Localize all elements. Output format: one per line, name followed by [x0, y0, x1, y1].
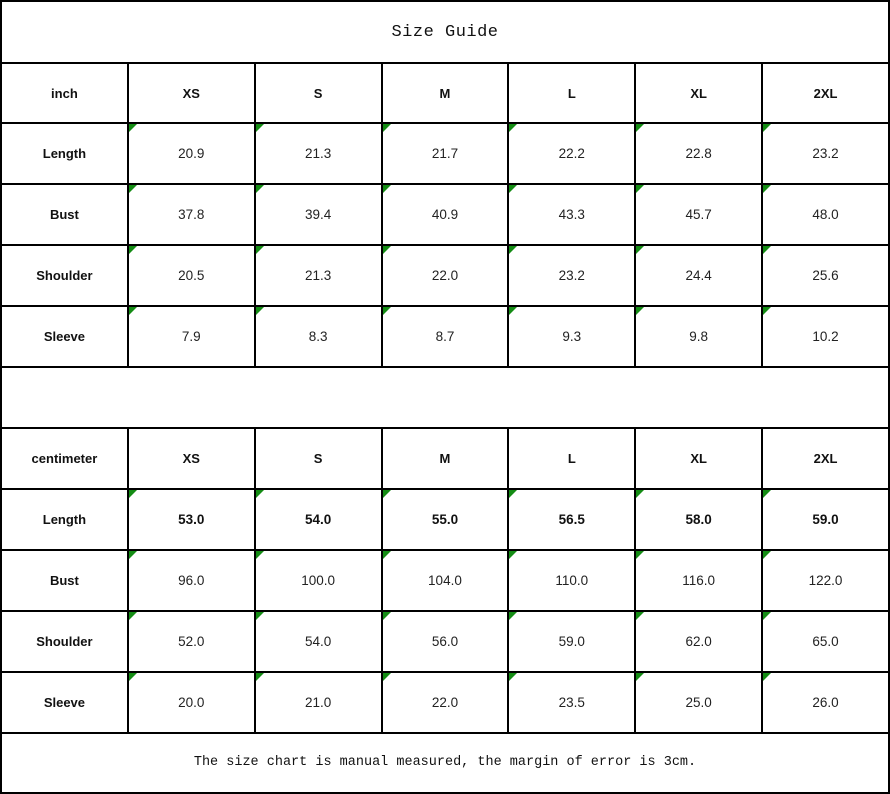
size-value: 62.0	[685, 633, 712, 649]
size-value: 37.8	[178, 207, 205, 223]
size-header-xl: XL	[635, 63, 762, 123]
comment-marker-icon	[383, 246, 391, 254]
size-value: 55.0	[431, 511, 459, 527]
comment-marker-icon	[509, 124, 517, 132]
inch-length-row	[1, 123, 889, 184]
unit-label-inch: inch	[1, 63, 128, 123]
size-value: 23.2	[558, 268, 585, 284]
size-value: 110.0	[555, 572, 589, 588]
comment-marker-icon	[763, 185, 771, 193]
page-title: Size Guide	[1, 1, 889, 63]
size-value-cell	[762, 306, 889, 367]
size-value: 23.5	[558, 694, 585, 710]
size-value: 22.0	[431, 268, 459, 284]
size-value-cell	[635, 489, 762, 550]
comment-marker-icon	[129, 612, 137, 620]
size-value-cell	[508, 245, 635, 306]
comment-marker-icon	[509, 551, 517, 559]
comment-marker-icon	[636, 246, 644, 254]
size-value-cell	[762, 611, 889, 672]
size-value-cell	[382, 611, 509, 672]
size-value: 45.7	[685, 207, 712, 223]
size-value: 20.0	[178, 694, 205, 710]
comment-marker-icon	[636, 673, 644, 681]
size-header-l: L	[508, 63, 635, 123]
cm-header-row	[1, 428, 889, 488]
size-value: 9.8	[689, 329, 709, 345]
size-value-cell	[635, 550, 762, 611]
inch-sleeve-row	[1, 306, 889, 367]
cm-sleeve-row	[1, 672, 889, 733]
size-value: 7.9	[181, 329, 201, 345]
comment-marker-icon	[636, 612, 644, 620]
size-value: 54.0	[304, 511, 332, 527]
size-value-cell	[255, 123, 382, 184]
size-value: 10.2	[812, 329, 839, 345]
size-value: 56.0	[431, 633, 459, 649]
size-value-cell	[635, 184, 762, 245]
size-value-cell	[635, 123, 762, 184]
comment-marker-icon	[129, 673, 137, 681]
size-value: 59.0	[558, 633, 585, 649]
cm-bust-row	[1, 550, 889, 611]
size-value: 54.0	[304, 633, 332, 649]
comment-marker-icon	[509, 612, 517, 620]
size-value-cell	[128, 611, 255, 672]
size-value: 21.0	[304, 694, 332, 710]
size-header-2xl: 2XL	[762, 428, 889, 488]
size-value: 25.6	[812, 268, 839, 284]
section-spacer-row	[1, 367, 889, 428]
inch-bust-row	[1, 184, 889, 245]
size-value-cell	[128, 184, 255, 245]
size-value: 8.3	[308, 329, 328, 345]
size-value: 21.7	[431, 146, 459, 162]
row-label-bust: Bust	[1, 550, 128, 611]
size-value: 22.2	[558, 146, 585, 162]
spacer-cell	[1, 367, 889, 428]
comment-marker-icon	[129, 551, 137, 559]
comment-marker-icon	[129, 124, 137, 132]
row-label-shoulder: Shoulder	[1, 245, 128, 306]
size-value-cell	[635, 245, 762, 306]
size-value-cell	[128, 489, 255, 550]
size-value-cell	[762, 672, 889, 733]
cm-length-row	[1, 489, 889, 550]
size-value: 58.0	[685, 511, 712, 527]
size-header-s: S	[255, 428, 382, 488]
size-value-cell	[128, 245, 255, 306]
size-value: 26.0	[812, 694, 839, 710]
comment-marker-icon	[636, 185, 644, 193]
size-value-cell	[762, 123, 889, 184]
comment-marker-icon	[256, 246, 264, 254]
comment-marker-icon	[383, 185, 391, 193]
comment-marker-icon	[383, 612, 391, 620]
size-value: 43.3	[558, 207, 585, 223]
size-value: 48.0	[812, 207, 839, 223]
comment-marker-icon	[763, 490, 771, 498]
comment-marker-icon	[129, 490, 137, 498]
comment-marker-icon	[636, 124, 644, 132]
size-value-cell	[382, 550, 509, 611]
size-value-cell	[508, 184, 635, 245]
measurement-disclaimer: The size chart is manual measured, the margin of error is 3cm.	[1, 733, 889, 793]
size-value: 24.4	[685, 268, 712, 284]
size-value: 96.0	[178, 572, 205, 588]
size-value: 104.0	[428, 572, 462, 588]
size-value-cell	[255, 489, 382, 550]
size-value-cell	[255, 245, 382, 306]
unit-label-centimeter: centimeter	[1, 428, 128, 488]
size-value: 21.3	[304, 268, 332, 284]
comment-marker-icon	[256, 490, 264, 498]
comment-marker-icon	[256, 124, 264, 132]
size-value-cell	[635, 611, 762, 672]
comment-marker-icon	[256, 551, 264, 559]
size-value: 21.3	[304, 146, 332, 162]
size-value-cell	[762, 550, 889, 611]
size-value-cell	[508, 123, 635, 184]
comment-marker-icon	[763, 307, 771, 315]
size-header-2xl: 2XL	[762, 63, 889, 123]
size-value: 9.3	[562, 329, 582, 345]
comment-marker-icon	[383, 673, 391, 681]
comment-marker-icon	[383, 490, 391, 498]
size-header-s: S	[255, 63, 382, 123]
comment-marker-icon	[763, 551, 771, 559]
row-label-length: Length	[1, 123, 128, 184]
comment-marker-icon	[763, 673, 771, 681]
size-value-cell	[508, 306, 635, 367]
comment-marker-icon	[256, 185, 264, 193]
comment-marker-icon	[129, 307, 137, 315]
size-value-cell	[382, 245, 509, 306]
size-value: 100.0	[301, 572, 335, 588]
comment-marker-icon	[383, 307, 391, 315]
size-value: 59.0	[812, 511, 839, 527]
inch-header-row	[1, 63, 889, 123]
comment-marker-icon	[763, 246, 771, 254]
size-value-cell	[255, 306, 382, 367]
comment-marker-icon	[256, 307, 264, 315]
size-value-cell	[635, 306, 762, 367]
row-label-shoulder: Shoulder	[1, 611, 128, 672]
size-value-cell	[255, 672, 382, 733]
size-value-cell	[508, 550, 635, 611]
row-label-sleeve: Sleeve	[1, 672, 128, 733]
size-value: 122.0	[808, 572, 843, 588]
comment-marker-icon	[509, 490, 517, 498]
size-header-m: M	[382, 63, 509, 123]
size-value-cell	[382, 489, 509, 550]
comment-marker-icon	[256, 612, 264, 620]
comment-marker-icon	[636, 307, 644, 315]
size-value: 8.7	[435, 329, 455, 345]
size-value: 39.4	[304, 207, 332, 223]
size-value: 65.0	[812, 633, 839, 649]
size-value-cell	[255, 184, 382, 245]
size-value: 52.0	[178, 633, 205, 649]
size-value-cell	[508, 489, 635, 550]
size-value: 40.9	[431, 207, 459, 223]
comment-marker-icon	[383, 551, 391, 559]
comment-marker-icon	[129, 185, 137, 193]
size-header-m: M	[382, 428, 509, 488]
size-value-cell	[382, 184, 509, 245]
size-value-cell	[382, 672, 509, 733]
size-header-xs: XS	[128, 428, 255, 488]
cm-shoulder-row	[1, 611, 889, 672]
size-value: 22.0	[431, 694, 459, 710]
size-value-cell	[382, 123, 509, 184]
size-value-cell	[255, 550, 382, 611]
size-value: 56.5	[558, 511, 585, 527]
size-value-cell	[128, 306, 255, 367]
size-value: 22.8	[685, 146, 712, 162]
comment-marker-icon	[256, 673, 264, 681]
size-value: 116.0	[682, 572, 716, 588]
size-header-l: L	[508, 428, 635, 488]
size-value: 20.5	[178, 268, 205, 284]
size-value: 25.0	[685, 694, 712, 710]
size-header-xs: XS	[128, 63, 255, 123]
size-value-cell	[762, 245, 889, 306]
comment-marker-icon	[636, 490, 644, 498]
inch-shoulder-row	[1, 245, 889, 306]
comment-marker-icon	[383, 124, 391, 132]
size-value-cell	[128, 672, 255, 733]
comment-marker-icon	[509, 673, 517, 681]
size-header-xl: XL	[635, 428, 762, 488]
comment-marker-icon	[509, 307, 517, 315]
size-value-cell	[255, 611, 382, 672]
comment-marker-icon	[129, 246, 137, 254]
size-value: 53.0	[178, 511, 205, 527]
comment-marker-icon	[763, 124, 771, 132]
size-value-cell	[382, 306, 509, 367]
row-label-sleeve: Sleeve	[1, 306, 128, 367]
size-value-cell	[635, 672, 762, 733]
size-value: 23.2	[812, 146, 839, 162]
size-value-cell	[508, 611, 635, 672]
size-value-cell	[128, 550, 255, 611]
comment-marker-icon	[509, 246, 517, 254]
comment-marker-icon	[763, 612, 771, 620]
size-value-cell	[128, 123, 255, 184]
comment-marker-icon	[509, 185, 517, 193]
size-value-cell	[762, 184, 889, 245]
size-value-cell	[508, 672, 635, 733]
row-label-bust: Bust	[1, 184, 128, 245]
size-value: 20.9	[178, 146, 205, 162]
comment-marker-icon	[636, 551, 644, 559]
size-value-cell	[762, 489, 889, 550]
row-label-length: Length	[1, 489, 128, 550]
